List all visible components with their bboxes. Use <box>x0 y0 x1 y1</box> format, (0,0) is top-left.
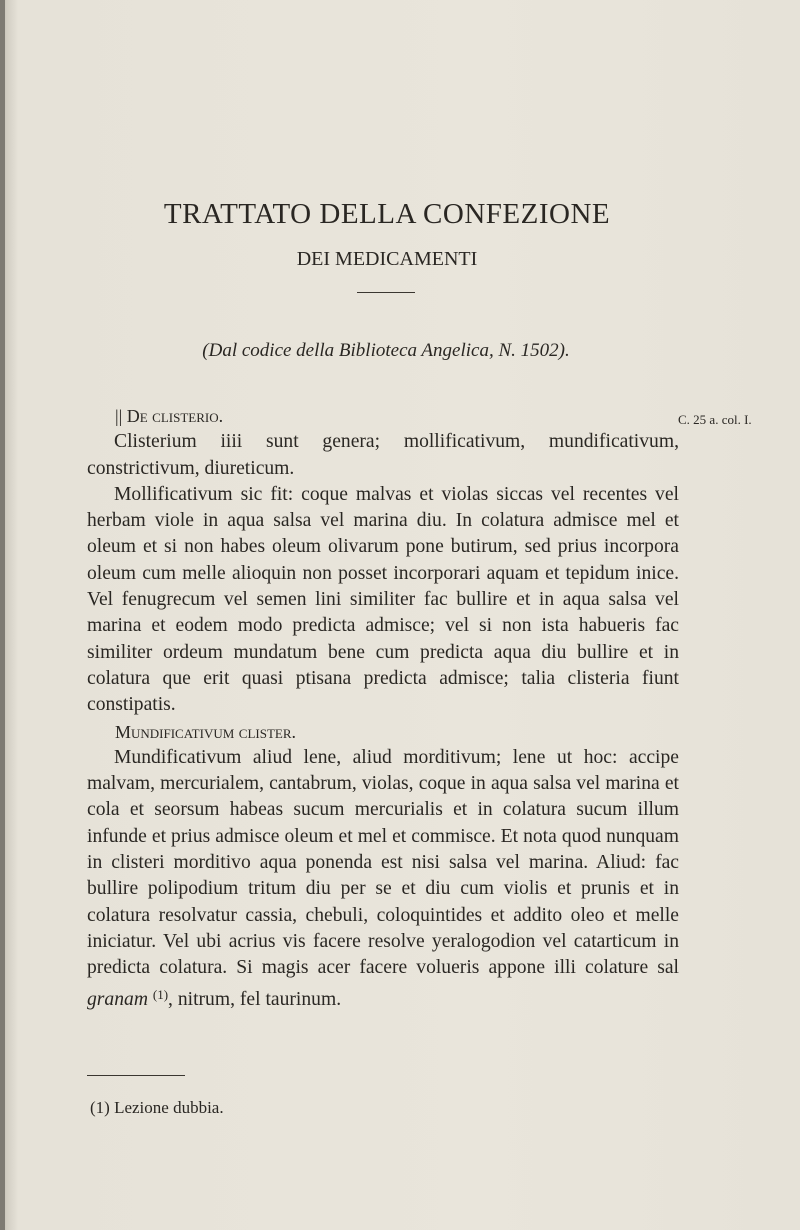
body-text <box>87 403 679 1013</box>
paragraph <box>87 745 679 1013</box>
italic-word: granam <box>87 988 148 1010</box>
footnote: (1) Lezione dubbia. <box>90 1098 224 1117</box>
source-citation: (Dal codice della Biblioteca Angelica, N. 1502). <box>202 340 570 361</box>
paragraph: Mollificativum sic fit: coque malvas et violas siccas vel recentes vel herbam viole in aqua salsa vel marina diu. In colatura admisce mel et oleum et si non habes oleum olivarum pone butirum, sed prius incorpora oleum cum melle alioquin non posset incorporari aquam et tepidum inice. Vel fenugrecum vel semen lini similiter fac bullire et in aqua salsa vel marina et eodem modo predicta admisce; vel si non ista habueris fac similiter ordeum mundatum bene cum predicta aqua diu bullire et in colatura que erit quasi ptisana predicta admisce; talia clisteria fiunt constipatis. <box>87 483 679 716</box>
page-binding-edge <box>0 0 5 1230</box>
paragraph: Clisterium iiii sunt genera; mollificativum, mundificativum, constrictivum, diureticum. <box>87 431 679 479</box>
page-subtitle: DEI MEDICAMENTI <box>296 248 478 270</box>
paragraph-text: Mundificativum aliud lene, aliud morditivum; lene ut hoc: accipe malvam, mercurialem, cantabrum, violas, coque in aqua salsa vel marina et cola et seorsum habeas sucum mercurialis et in colatura sucum illum infunde et prius admisce oleum et mel et commisce. Et nota quod nunquam in clisteri morditivo aqua ponenda est nisi salsa vel marina. Aliud: fac bullire polipodium tritum diu per se et diu cum violis et prunis et in colatura resolvatur cassia, chebuli, coloquintides et addito oleo et melle iniciatur. Vel ubi acrius vis facere resolve yeralogodion vel catarticum in predicta colatura. Si magis acer facere volueris appone illi colature sal <box>87 746 679 979</box>
margin-note: C. 25 a. col. I. <box>678 412 752 427</box>
paragraph-text-end: , nitrum, fel taurinum. <box>168 988 342 1010</box>
section-heading-clisterio: || De clisterio. <box>115 406 224 426</box>
section-heading-mundificativum: Mundificativum clister. <box>115 721 297 742</box>
footnote-divider <box>87 1075 185 1076</box>
footnote-reference: (1) <box>152 986 169 1002</box>
page-title: TRATTATO DELLA CONFEZIONE <box>163 198 611 230</box>
title-divider <box>357 292 415 293</box>
